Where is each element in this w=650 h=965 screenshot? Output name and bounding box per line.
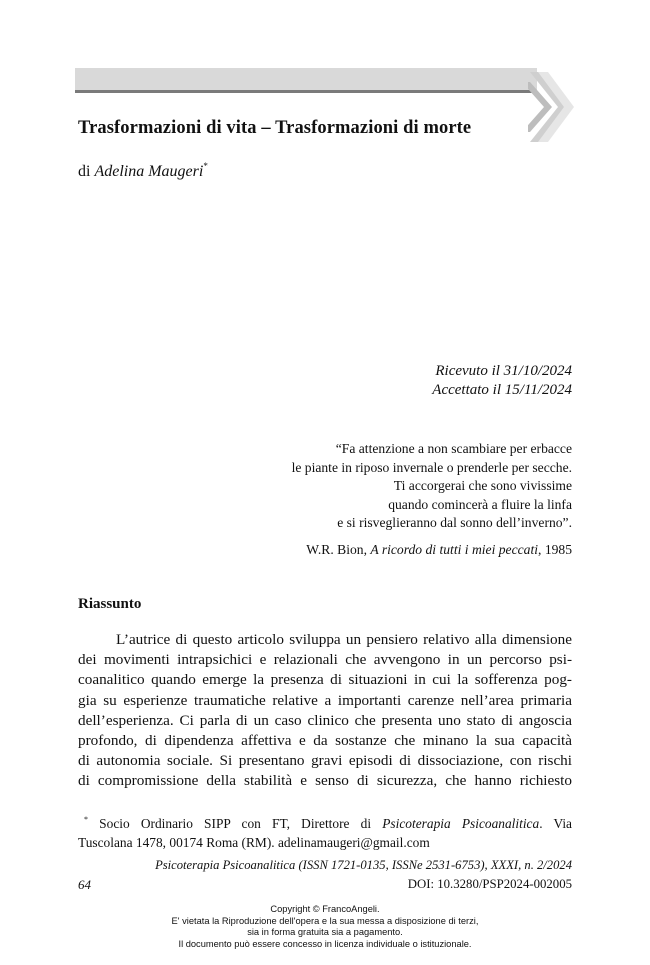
epigraph-line: “Fa attenzione a non scambiare per erbacce <box>335 441 572 456</box>
abstract-line: dei movimenti intrapsichici e relazionali che avvengono in un percorso psi- <box>78 651 572 669</box>
abstract-line: coanalitico quando emerge la presenza di situazioni in cui la sofferenza pog- <box>78 671 572 689</box>
footnote-line <box>78 810 572 833</box>
author-footnote <box>78 810 572 852</box>
chevron-right-icon <box>528 70 574 144</box>
abstract-line: gia su esperienze traumatiche relative a importanti carenze nell’area primaria <box>78 691 572 709</box>
abstract-heading: Riassunto <box>78 596 142 612</box>
article-title: Trasformazioni di vita – Trasformazioni di morte <box>78 118 472 138</box>
abstract-line: profondo, di dipendenza affettiva e da sostanze che minano la sua capacità <box>78 732 572 750</box>
author-footnote-mark[interactable]: * <box>203 161 208 171</box>
abstract-line: di compromissione della stabilità e senso di sicurezza, che hanno richiesto <box>78 772 572 790</box>
copyright-line: E' vietata la Riproduzione dell'opera e la sua messa a disposizione di terzi, <box>171 915 479 926</box>
header-rule <box>75 90 537 93</box>
epigraph-line: Ti accorgerai che sono vivissime <box>393 478 572 493</box>
abstract-line: di autonomia sociale. Si presentano gravi episodi di dissociazione, con rischi <box>78 752 572 770</box>
received-date: Ricevuto il 31/10/2024 <box>435 363 572 379</box>
page-number: 64 <box>78 877 91 892</box>
footnote-end: . Via <box>539 816 572 831</box>
abstract-body <box>78 630 572 792</box>
epigraph-line: le piante in riposo invernale o prenderle per secche. <box>291 459 572 475</box>
copyright-line: Copyright © FrancoAngeli. <box>270 904 380 914</box>
footnote-journal: Psicoterapia Psicoanalitica <box>382 816 540 831</box>
author-name: Adelina Maugeri <box>94 163 204 180</box>
abstract-line: L’autrice di questo articolo sviluppa un pensiero relativo alla dimensione <box>116 631 572 648</box>
byline <box>78 161 208 181</box>
epigraph-year: , 1985 <box>538 542 572 557</box>
journal-citation: Psicoterapia Psicoanalitica (ISSN 1721-0135, ISSNe 2531-6753), XXXI, n. 2/2024 <box>155 858 572 872</box>
epigraph-line: quando comincerà a fluire la linfa <box>388 496 572 512</box>
epigraph-work: A ricordo di tutti i miei peccati <box>370 542 539 557</box>
epigraph-author: W.R. Bion, <box>306 542 367 557</box>
byline-prefix: di <box>78 163 91 180</box>
footnote-address[interactable]: Tuscolana 1478, 00174 Roma (RM). adelinamaugeri@gmail.com <box>78 835 430 850</box>
epigraph-attribution <box>306 542 572 558</box>
footnote-mark: * <box>84 815 88 824</box>
copyright-line: Il documento può essere concesso in licenza individuale o istituzionale. <box>178 938 472 949</box>
footnote-text: Socio Ordinario SIPP con FT, Direttore di <box>99 816 372 831</box>
copyright-notice <box>0 904 650 950</box>
accepted-date: Accettato il 15/11/2024 <box>432 382 572 398</box>
header-band <box>75 68 537 90</box>
abstract-line: dell’esperienza. Ci parla di un caso clinico che presenta uno stato di angoscia <box>78 711 572 729</box>
copyright-line: sia in forma gratuita sia a pagamento. <box>247 927 403 937</box>
submission-dates <box>432 362 572 400</box>
epigraph <box>292 440 572 533</box>
doi[interactable]: DOI: 10.3280/PSP2024-002005 <box>407 877 572 891</box>
epigraph-line: e si risveglieranno dal sonno dell’inverno”. <box>337 515 572 530</box>
